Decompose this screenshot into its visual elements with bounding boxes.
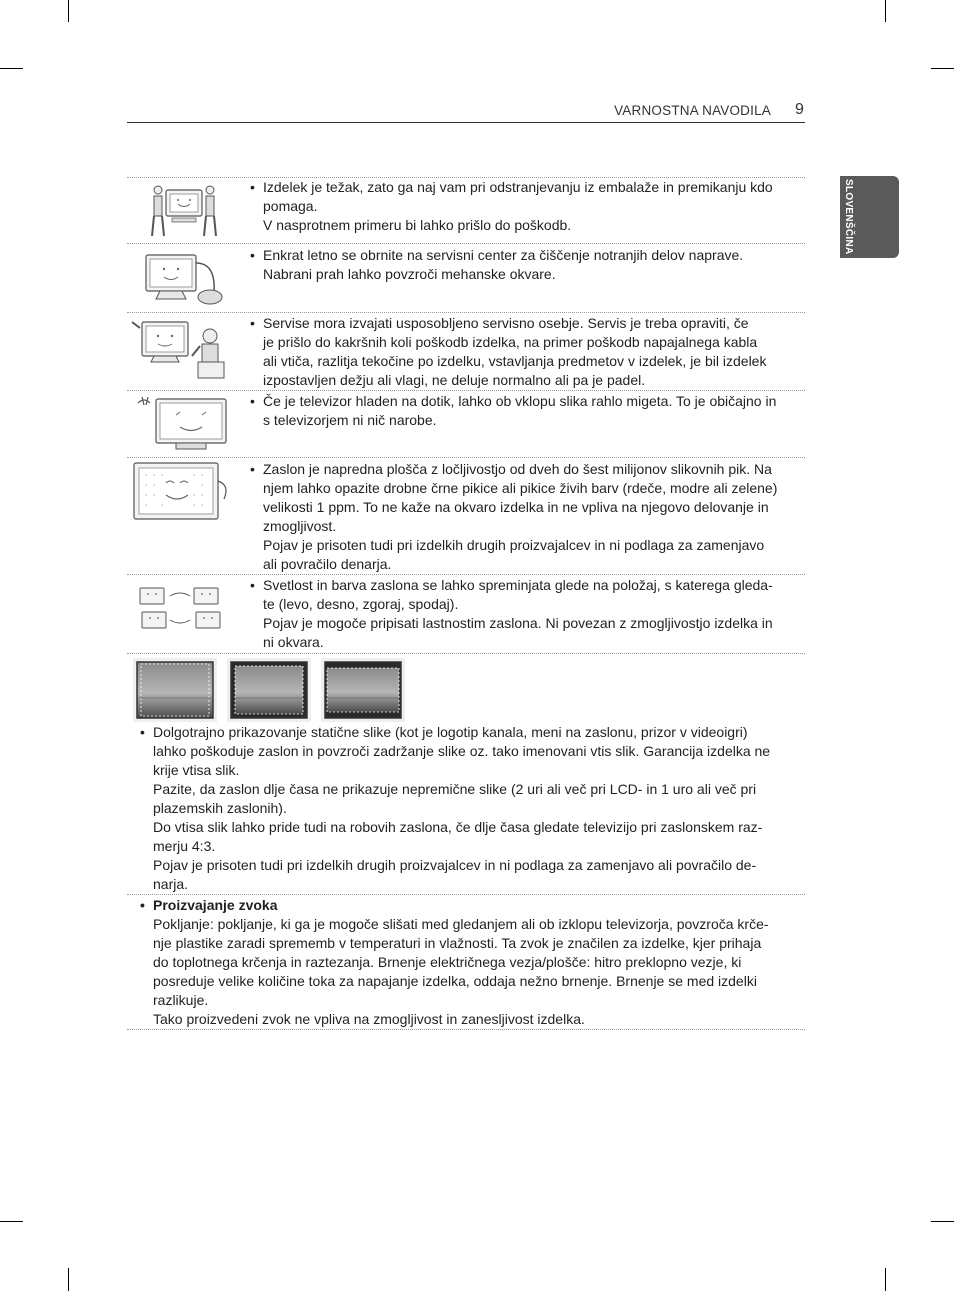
crop-mark — [885, 0, 886, 22]
section-title: VARNOSTNA NAVODILA — [614, 103, 771, 118]
header-divider — [127, 122, 805, 123]
bullet: • — [250, 179, 255, 195]
list-item — [140, 896, 795, 1029]
tv-flicker-icon — [132, 393, 232, 455]
tv-pixel-panel-icon — [132, 461, 234, 527]
item-text-line: Svetlost in barva zaslona se lahko spreminjata glede na položaj, s katerega gleda- — [263, 577, 773, 593]
bullet: • — [250, 577, 255, 593]
item-text-line: Pojav je prisoten tudi pri izdelkih drugih proizvajalcev in ni podlaga za zamenjavo — [263, 537, 765, 553]
item-text-line: velikosti 1 ppm. To ne kaže na okvaro izdelka in ne vpliva na njegovo delovanje in — [263, 499, 769, 515]
list-item — [250, 460, 795, 574]
item-text-line: Pojav je prisoten tudi pri izdelkih drugih proizvajalcev in ni podlaga za zamenjavo ali povračilo de- — [153, 857, 757, 873]
item-text-line: Pazite, da zaslon dlje časa ne prikazuje nepremične slike (2 uri ali več pri LCD- in 1 uro ali več pri — [153, 781, 757, 797]
row-divider — [127, 312, 805, 313]
item-text-line: merju 4:3. — [153, 838, 216, 854]
item-text-line: njem lahko opazite drobne črne pikice ali pikice živih barv (rdeče, modre ali zelene) — [263, 480, 778, 496]
item-text-line: Dolgotrajno prikazovanje statične slike (kot je logotip kanala, meni na zaslonu, prizor v videoigri) — [153, 724, 748, 740]
item-text-line: Nabrani prah lahko povzroči mehanske okvare. — [263, 266, 556, 282]
item-text-line: lahko poškoduje zaslon in povzroči zadržanje slike oz. tako imenovani vtis slik. Garancija izdelka ne — [153, 743, 771, 759]
item-text-line: Do vtisa slik lahko pride tudi na robovih zaslona, če dlje časa gledate televizijo pri zaslonskem raz- — [153, 819, 763, 835]
bullet: • — [250, 247, 255, 263]
item-text-line: je prišlo do kakršnih koli poškodb izdelka, na primer poškodb napajalnega kabla — [263, 334, 758, 350]
tv-viewing-angle-icon — [136, 584, 228, 634]
item-text-line: razlikuje. — [153, 992, 209, 1008]
item-text-line: Enkrat letno se obrnite na servisni center za čiščenje notranjih delov naprave. — [263, 247, 744, 263]
item-text-line: Pokljanje: pokljanje, ki ga je mogoče slišati med gledanjem ali ob izklopu televizorja, povzroča krče- — [153, 916, 769, 932]
item-text-line: nje plastike zaradi sprememb v temperaturi in vlažnosti. Ta zvok je značilen za izdelke, kjer prihaja — [153, 935, 762, 951]
sound-heading: Proizvajanje zvoka — [153, 897, 278, 913]
item-text-line: Izdelek je težak, zato ga naj vam pri odstranjevanju iz embalaže in premikanju kdo — [263, 179, 773, 195]
item-text-line: posreduje velike količine toka za napajanje izdelka, oddaja nežno brnenje. Brnenje se med izdelki — [153, 973, 757, 989]
crop-mark — [885, 1268, 886, 1291]
item-text-line: krije vtisa slik. — [153, 762, 240, 778]
crop-mark — [68, 1268, 69, 1291]
crop-mark — [0, 1221, 23, 1222]
tv-service-technician-icon — [128, 316, 232, 384]
bullet: • — [250, 393, 255, 409]
list-item — [250, 314, 795, 390]
item-text-line: plazemskih zaslonih). — [153, 800, 287, 816]
tv-carried-by-two-people-icon — [148, 182, 220, 238]
list-item — [250, 576, 795, 652]
item-text-line: narja. — [153, 876, 189, 892]
row-divider — [127, 1029, 805, 1030]
item-text-line: s televizorjem ni nič narobe. — [263, 412, 437, 428]
item-text-line: Zaslon je napredna plošča z ločljivostjo od dveh do šest milijonov slikovnih pik. Na — [263, 461, 772, 477]
crop-mark — [68, 0, 69, 22]
page-number: 9 — [795, 101, 804, 118]
list-item — [250, 246, 795, 284]
crop-mark — [931, 68, 954, 69]
list-item — [140, 723, 795, 894]
bullet: • — [250, 315, 255, 331]
item-text-line: pomaga. — [263, 198, 318, 214]
image-sticking-letterbox-icon — [321, 658, 405, 722]
item-text-line: do toplotnega krčenja in raztezanja. Brnenje električnega vezja/plošče: hitro preklopno vezje, ki — [153, 954, 742, 970]
item-text-line: izpostavljen dežju ali vlagi, ne deluje normalno ali pa je padel. — [263, 372, 646, 388]
item-text-line: ali vtiča, razlitja tekočine po izdelku, vstavljanja predmetov v izdelek, je bil izdelek — [263, 353, 767, 369]
crop-mark — [931, 1221, 954, 1222]
bullet: • — [140, 897, 145, 913]
item-text-line: Pojav je mogoče pripisati lastnostim zaslona. Ni povezan z zmogljivostjo izdelka in — [263, 615, 773, 631]
bullet: • — [250, 461, 255, 477]
item-text-line: V nasprotnem primeru bi lahko prišlo do poškodb. — [263, 217, 572, 233]
item-text-line: ali povračilo denarja. — [263, 556, 392, 572]
item-text-line: zmogljivost. — [263, 518, 337, 534]
bullet: • — [140, 724, 145, 740]
row-divider — [127, 574, 805, 575]
row-divider — [127, 243, 805, 244]
image-sticking-4-3-icon — [227, 658, 311, 722]
list-item — [250, 392, 795, 430]
item-text-line: te (levo, desno, zgoraj, spodaj). — [263, 596, 459, 612]
row-divider — [127, 390, 805, 391]
crop-mark — [0, 68, 23, 69]
language-tab-label: SLOVENŠČINA — [843, 179, 854, 255]
item-text-line: ni okvara. — [263, 634, 324, 650]
item-text-line: Servise mora izvajati usposobljeno servisno osebje. Servis je treba opraviti, če — [263, 315, 749, 331]
image-sticking-16-9-icon — [133, 658, 217, 722]
language-tab — [840, 176, 899, 258]
item-text-line: Če je televizor hladen na dotik, lahko ob vklopu slika rahlo migeta. To je običajno in — [263, 393, 777, 409]
list-item — [250, 178, 795, 235]
tv-vacuum-cleaning-icon — [138, 247, 228, 307]
row-divider — [127, 653, 805, 654]
item-text-line: Tako proizvedeni zvok ne vpliva na zmogljivost in zanesljivost izdelka. — [153, 1011, 585, 1027]
row-divider — [127, 457, 805, 458]
row-divider — [127, 894, 805, 895]
